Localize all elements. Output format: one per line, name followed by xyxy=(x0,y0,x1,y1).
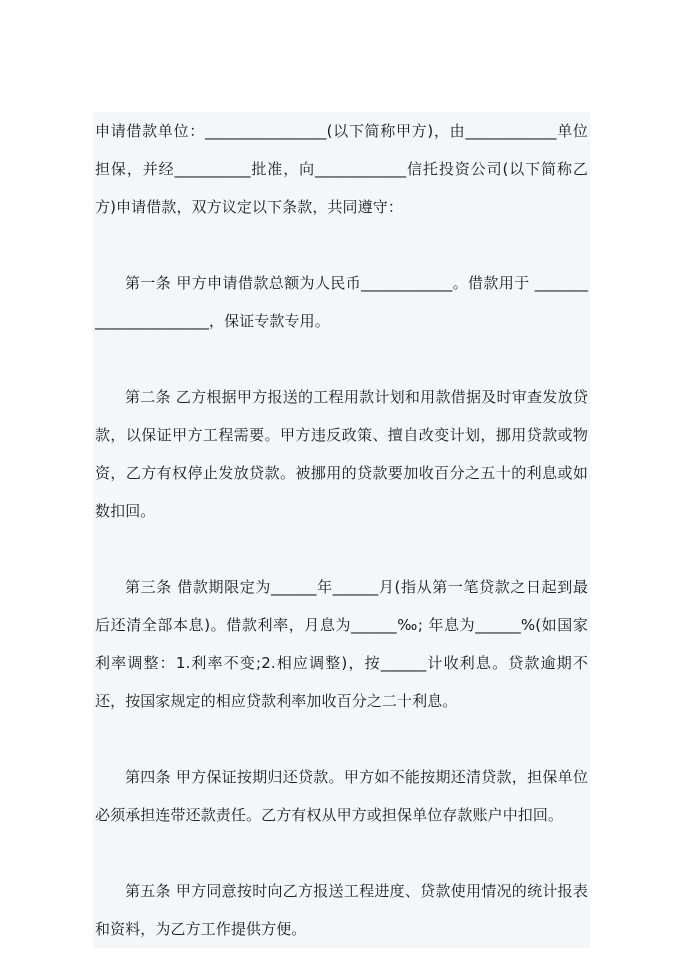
paragraph-article-1: 第一条 甲方申请借款总额为人民币____________。借款用于 ______________________，保证专款专用。 xyxy=(95,274,588,330)
paragraph-article-4: 第四条 甲方保证按期归还贷款。甲方如不能按期还清贷款，担保单位必须承担连带还款责任。乙方有权从甲方或担保单位存款账户中扣回。 xyxy=(95,768,588,824)
paragraph-article-3: 第三条 借款期限定为______年______月(指从第一笔贷款之日起到最后还清全部本息)。借款利率，月息为______‰; 年息为______%(如国家利率调整：1.利率不变;2.相应调整)，按______计收利息。贷款逾期不还，按国家规定的相应贷款利率加收百分之二十利息。 xyxy=(95,578,588,710)
paragraph-preamble: 申请借款单位：________________(以下简称甲方)，由____________单位担保，并经__________批准，向____________信托投资公司(以下简称乙方)申请借款，双方议定以下条款，共同遵守： xyxy=(95,122,588,216)
paragraph-article-2: 第二条 乙方根据甲方报送的工程用款计划和用款借据及时审查发放贷款，以保证甲方工程需要。甲方违反政策、擅自改变计划，挪用贷款或物资，乙方有权停止发放贷款。被挪用的贷款要加收百分之五十的利息或如数扣回。 xyxy=(95,388,588,520)
document-text-block xyxy=(93,112,590,948)
paragraph-article-5: 第五条 甲方同意按时向乙方报送工程进度、贷款使用情况的统计报表和资料，为乙方工作提供方便。 xyxy=(95,882,588,938)
